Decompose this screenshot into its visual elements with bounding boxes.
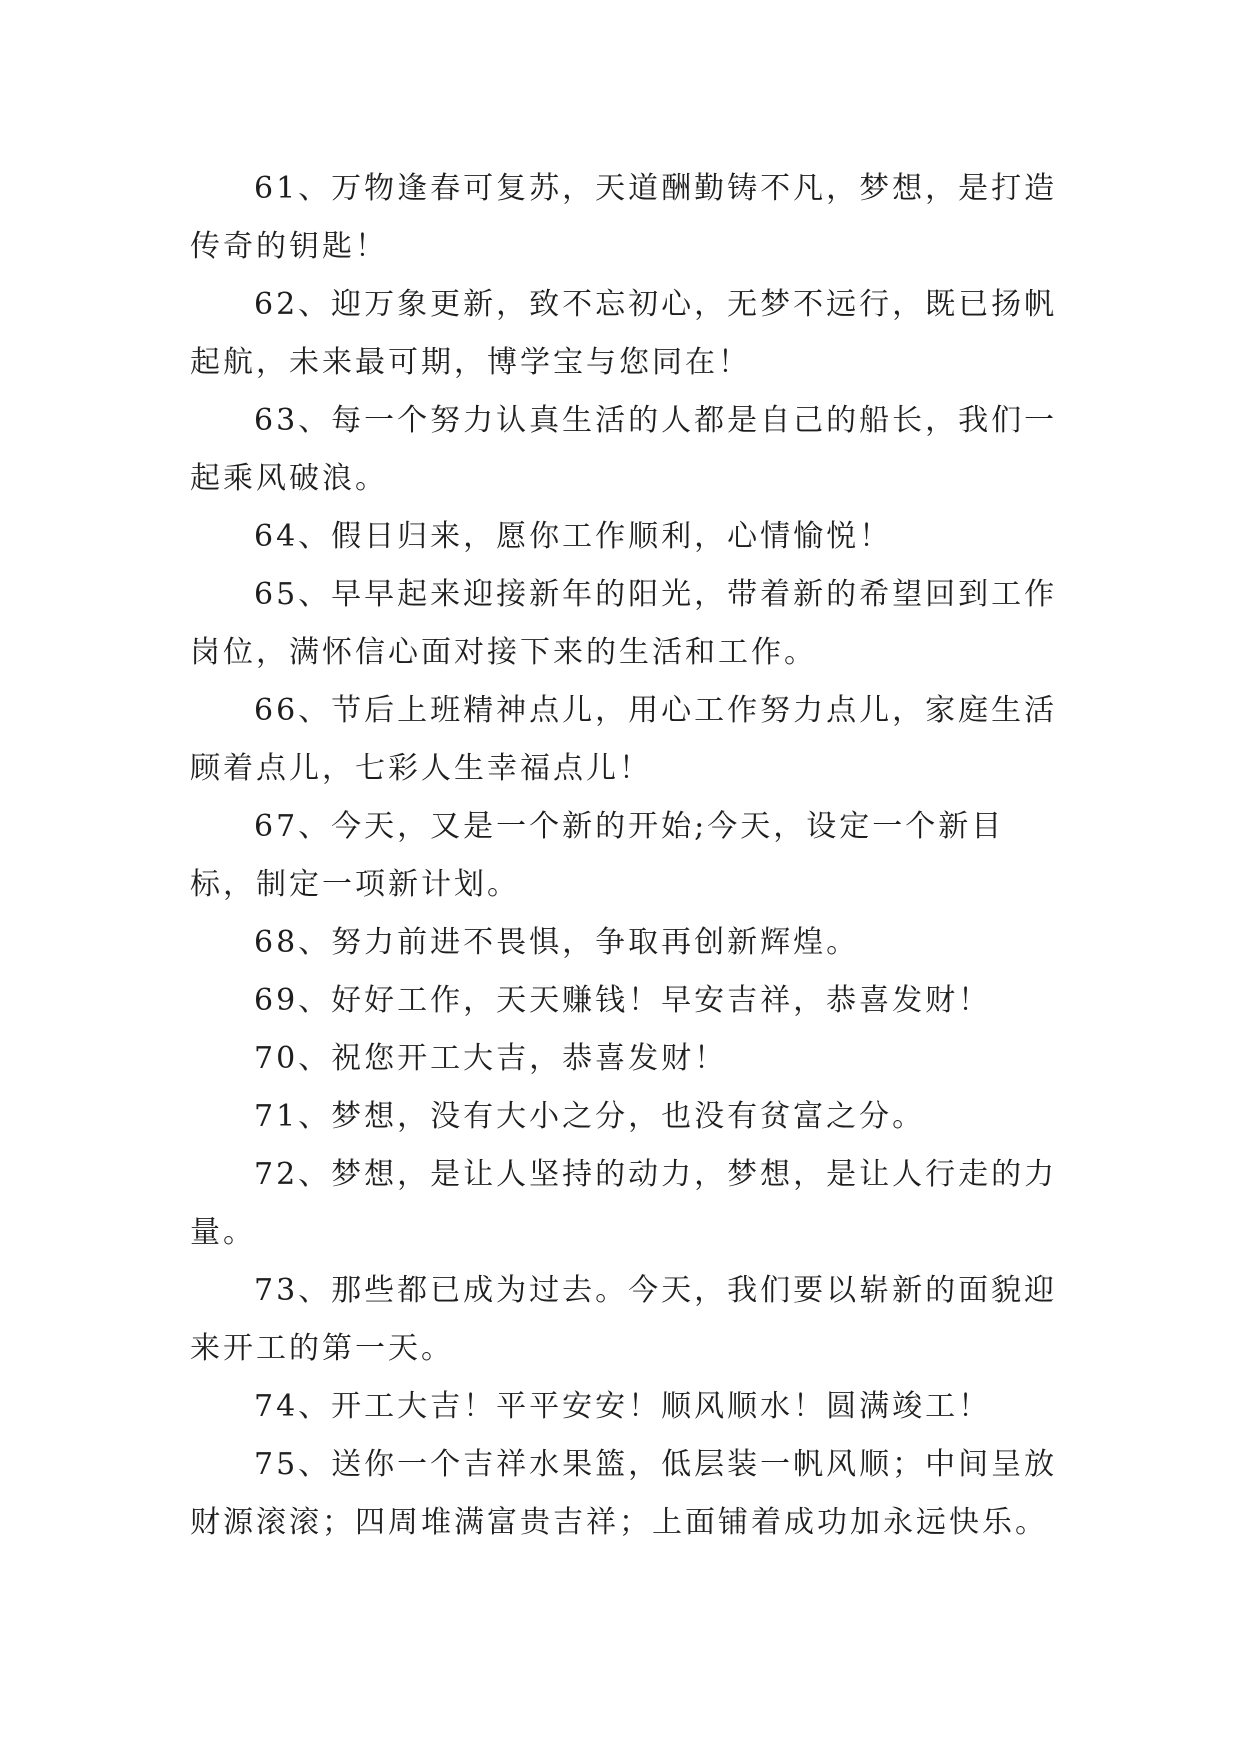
paragraph-71: 71、梦想，没有大小之分，也没有贫富之分。 bbox=[254, 1099, 926, 1134]
paragraph-69: 69、好好工作，天天赚钱！早安吉祥，恭喜发财！ bbox=[254, 983, 992, 1018]
paragraph-73: 73、那些都已成为过去。今天，我们要以崭新的面貌迎来开工的第一天。 bbox=[190, 1273, 1058, 1366]
paragraph-75: 75、送你一个吉祥水果篮，低层装一帆风顺；中间呈放财源滚滚；四周堆满富贵吉祥；上面铺着成功加永远快乐。 bbox=[190, 1447, 1058, 1540]
paragraph-61: 61、万物逢春可复苏，天道酬勤铸不凡，梦想，是打造传奇的钥匙！ bbox=[190, 171, 1058, 264]
paragraph-70: 70、祝您开工大吉，恭喜发财！ bbox=[254, 1041, 728, 1076]
paragraph-67: 67、今天，又是一个新的开始;今天，设定一个新目标，制定一项新计划。 bbox=[190, 809, 1005, 902]
paragraph-63: 63、每一个努力认真生活的人都是自己的船长，我们一起乘风破浪。 bbox=[190, 403, 1058, 496]
paragraph-74: 74、开工大吉！平平安安！顺风顺水！圆满竣工！ bbox=[254, 1389, 992, 1424]
paragraph-62: 62、迎万象更新，致不忘初心，无梦不远行，既已扬帆起航，未来最可期，博学宝与您同在！ bbox=[190, 287, 1058, 380]
paragraph-64: 64、假日归来，愿你工作顺利，心情愉悦！ bbox=[254, 519, 893, 554]
document-body bbox=[190, 160, 1070, 1552]
paragraph-66: 66、节后上班精神点儿，用心工作努力点儿，家庭生活顾着点儿，七彩人生幸福点儿！ bbox=[190, 693, 1058, 786]
paragraph-72: 72、梦想，是让人坚持的动力，梦想，是让人行走的力量。 bbox=[190, 1157, 1058, 1250]
paragraph-68: 68、努力前进不畏惧，争取再创新辉煌。 bbox=[254, 925, 860, 960]
paragraph-65: 65、早早起来迎接新年的阳光，带着新的希望回到工作岗位，满怀信心面对接下来的生活和工作。 bbox=[190, 577, 1058, 670]
